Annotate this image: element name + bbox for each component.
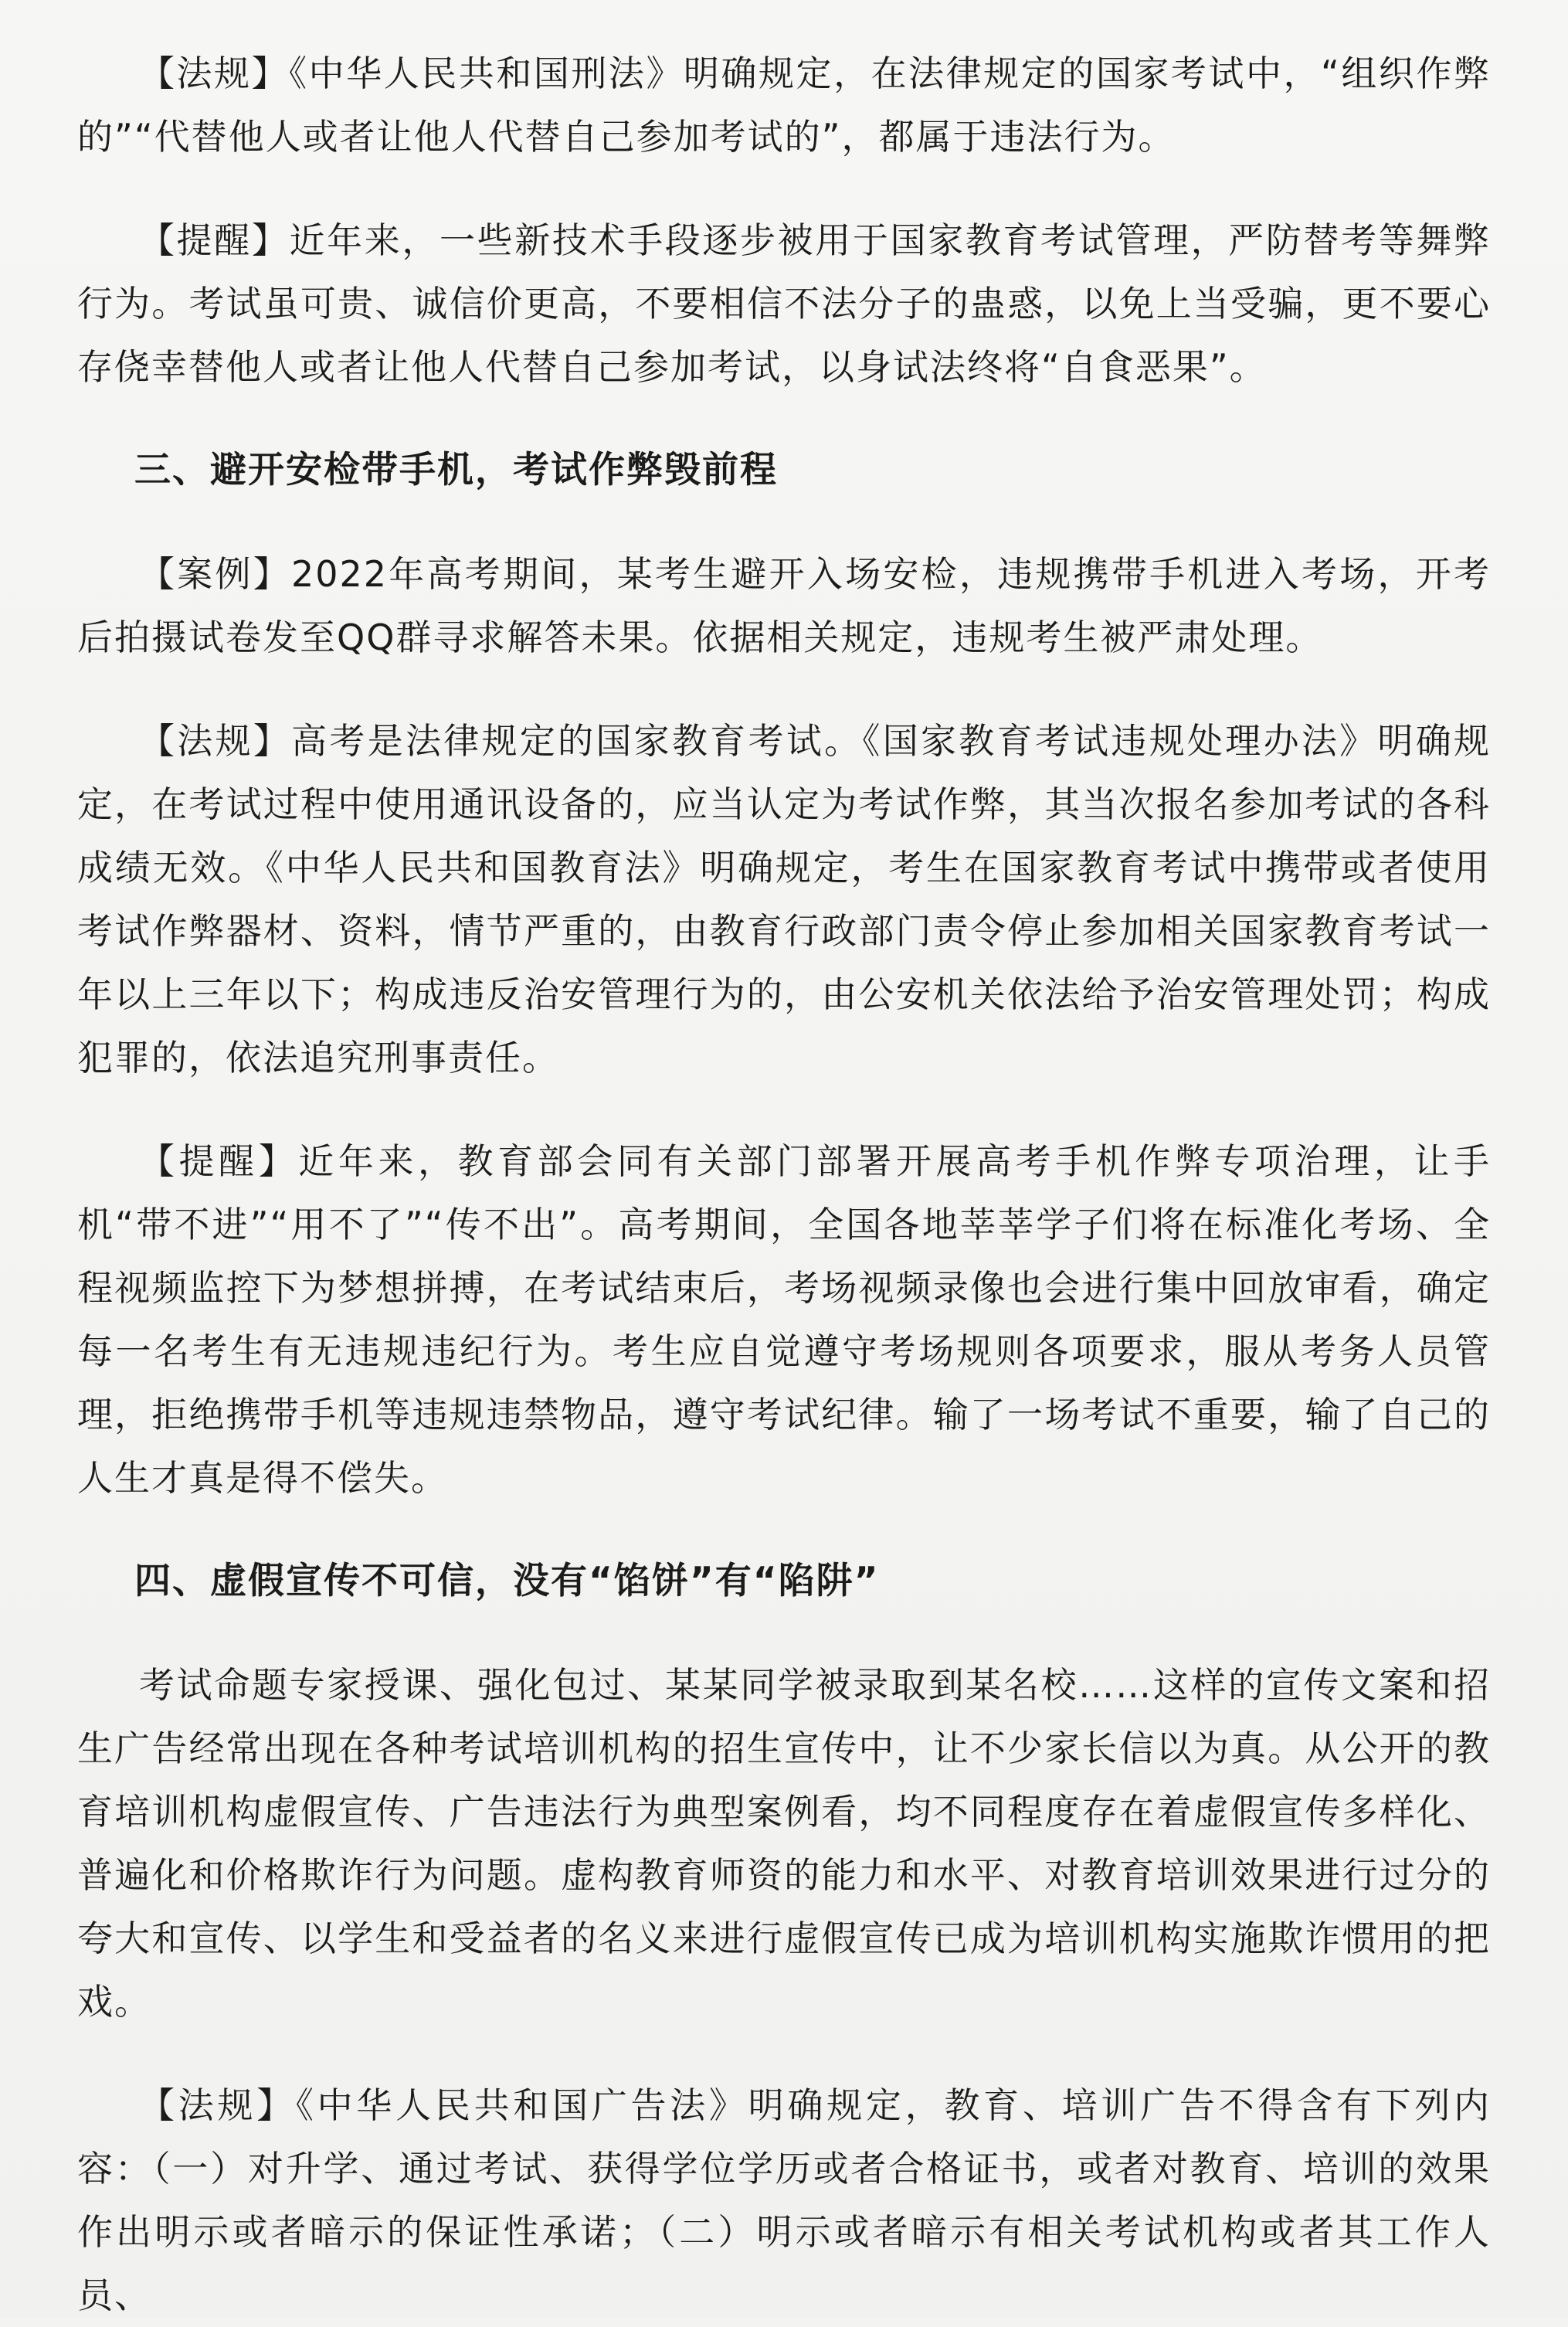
- section-heading-4: 四、虚假宣传不可信，没有“馅饼”有“陷阱”: [134, 1560, 880, 1602]
- paragraph-reminder-impersonation: 【提醒】近年来，一些新技术手段逐步被用于国家教育考试管理，严防替考等舞弊行为。考试虽可贵、诚信价更高，不要相信不法分子的蛊惑，以免上当受骗，更不要心存侥幸替他人或者让他人代替自己参加考试，以身试法终将“自食恶果”。: [77, 219, 1491, 388]
- paragraph-reminder-phone: 【提醒】近年来，教育部会同有关部门部署开展高考手机作弊专项治理，让手机“带不进”“用不了”“传不出”。高考期间，全国各地莘莘学子们将在标准化考场、全程视频监控下为梦想拼搏，在考试结束后，考场视频录像也会进行集中回放审看，确定每一名考生有无违规违纪行为。考生应自觉遵守考场规则各项要求，服从考务人员管理，拒绝携带手机等违规违禁物品，遵守考试纪律。输了一场考试不重要，输了自己的人生才真是得不偿失。: [77, 1140, 1491, 1499]
- paragraph-criminal-law: 【法规】《中华人民共和国刑法》明确规定，在法律规定的国家考试中，“组织作弊的”“代替他人或者让他人代替自己参加考试的”，都属于违法行为。: [77, 53, 1491, 158]
- paragraph-case-2022: 【案例】2022年高考期间，某考生避开入场安检，违规携带手机进入考场，开考后拍摄试卷发至QQ群寻求解答未果。依据相关规定，违规考生被严肃处理。: [77, 553, 1491, 658]
- paragraph-law-education: 【法规】高考是法律规定的国家教育考试。《国家教育考试违规处理办法》明确规定，在考试过程中使用通讯设备的，应当认定为考试作弊，其当次报名参加考试的各科成绩无效。《中华人民共和国教育法》明确规定，考生在国家教育考试中携带或者使用考试作弊器材、资料，情节严重的，由教育行政部门责令停止参加相关国家教育考试一年以上三年以下；构成违反治安管理行为的，由公安机关依法给予治安管理处罚；构成犯罪的，依法追究刑事责任。: [77, 720, 1491, 1079]
- section-heading-3: 三、避开安检带手机，考试作弊毁前程: [134, 449, 778, 491]
- paragraph-false-advertising: 考试命题专家授课、强化包过、某某同学被录取到某名校……这样的宣传文案和招生广告经常出现在各种考试培训机构的招生宣传中，让不少家长信以为真。从公开的教育培训机构虚假宣传、广告违法行为典型案例看，均不同程度存在着虚假宣传多样化、普遍化和价格欺诈行为问题。虚构教育师资的能力和水平、对教育培训效果进行过分的夸大和宣传、以学生和受益者的名义来进行虚假宣传已成为培训机构实施欺诈惯用的把戏。: [77, 1664, 1491, 2023]
- paragraph-advertising-law: 【法规】《中华人民共和国广告法》明确规定，教育、培训广告不得含有下列内容：（一）对升学、通过考试、获得学位学历或者合格证书，或者对教育、培训的效果作出明示或者暗示的保证性承诺；（二）明示或者暗示有相关考试机构或者其工作人员、: [77, 2084, 1491, 2316]
